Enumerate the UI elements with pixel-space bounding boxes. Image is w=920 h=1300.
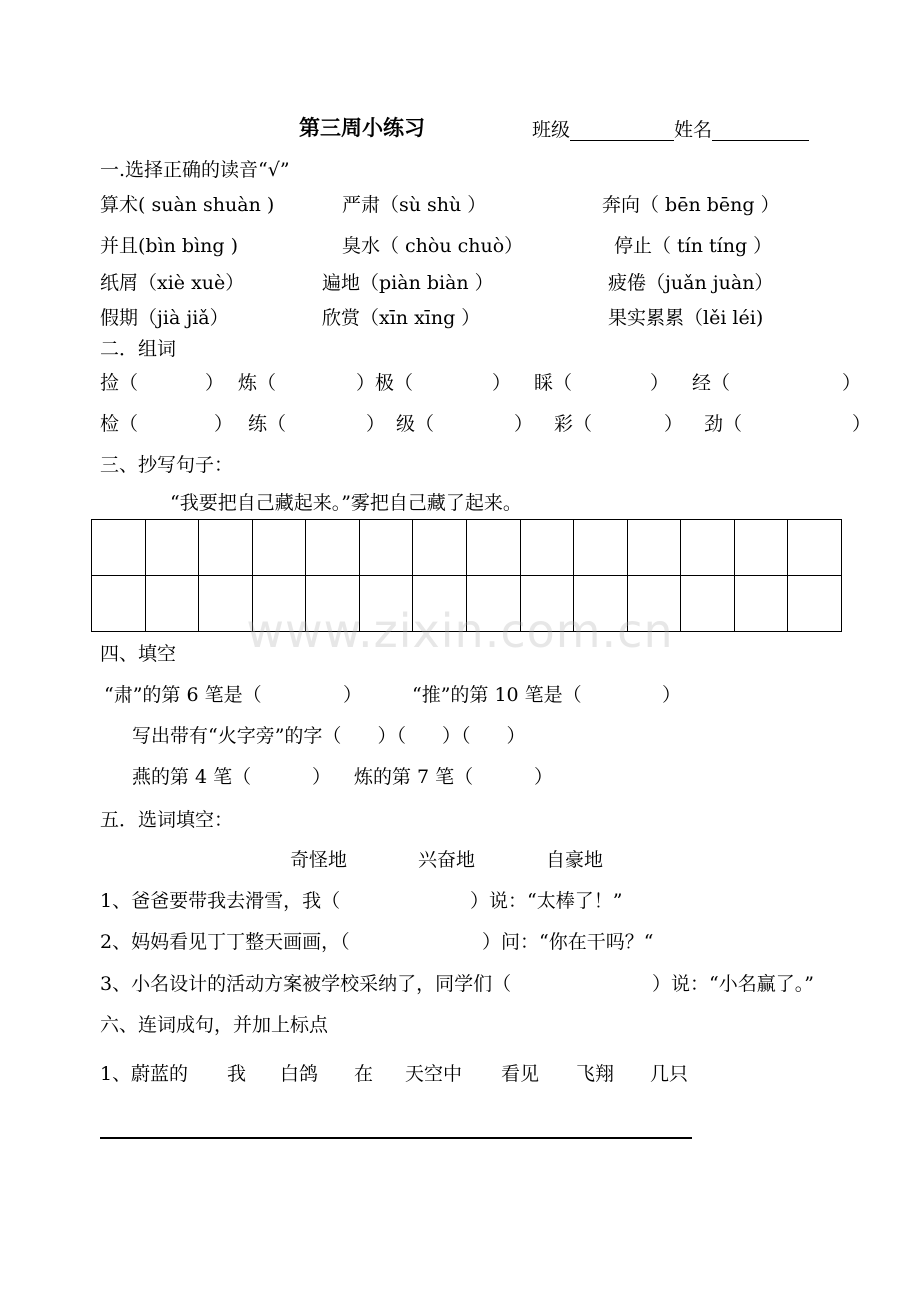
word-tile: 我 (227, 1063, 247, 1085)
word-tile: 飞翔 (576, 1063, 615, 1085)
pinyin-item: 严肃（sù shù ） (342, 194, 487, 216)
question-text: ）问：“你在干吗？“ (482, 931, 654, 953)
sentence-number: 1、 (100, 1063, 132, 1085)
word-group-item: ） (205, 372, 225, 394)
word-group-item: ） (664, 413, 684, 435)
class-label: 班级 (532, 119, 571, 141)
word-group-item: 检（ (100, 413, 139, 435)
grid-cell[interactable] (145, 520, 199, 576)
pinyin-item: 果实累累（lěi léi) (608, 307, 764, 329)
grid-cell[interactable] (92, 520, 146, 576)
word-group-item: ） (852, 413, 872, 435)
grid-cell[interactable] (574, 520, 628, 576)
name-label: 姓名 (674, 119, 713, 141)
grid-cell[interactable] (788, 520, 842, 576)
word-tile: 蔚蓝的 (131, 1063, 189, 1085)
word-tile: 白鸽 (280, 1063, 319, 1085)
word-group-item: 劲（ (704, 413, 743, 435)
grid-cell[interactable] (627, 520, 681, 576)
word-group-item: ） (514, 413, 534, 435)
grid-row (92, 520, 842, 576)
word-choice: 自豪地 (546, 849, 604, 871)
word-group-item: 彩（ (554, 413, 593, 435)
fill-text: ） (312, 766, 332, 788)
word-tile: 天空中 (405, 1063, 463, 1085)
pinyin-item: 并且(bìn bìng ) (100, 235, 239, 257)
word-group-item: 炼（ (238, 372, 277, 394)
question-text: 2、妈妈看见丁丁整天画画，（ (100, 931, 350, 953)
pinyin-item: 疲倦（juǎn juàn） (608, 272, 774, 294)
fill-text: “推”的第 10 笔是（ (412, 684, 582, 706)
pinyin-item: 停止（ tín tíng ） (614, 235, 773, 257)
word-choice: 兴奋地 (418, 849, 476, 871)
class-blank[interactable] (570, 120, 674, 141)
section-6-heading: 六、连词成句，并加上标点 (100, 1014, 329, 1036)
word-group-item: ） (214, 413, 234, 435)
section-1-heading: 一.选择正确的读音“√” (100, 159, 290, 181)
grid-cell[interactable] (681, 520, 735, 576)
pinyin-item: 假期（jià jiǎ） (100, 307, 229, 329)
grid-cell[interactable] (359, 520, 413, 576)
word-choice: 奇怪地 (290, 849, 348, 871)
fill-text: 燕的第 4 笔（ (132, 766, 252, 788)
word-group-item: 练（ (248, 413, 287, 435)
grid-cell[interactable] (466, 520, 520, 576)
word-tile: 在 (354, 1063, 374, 1085)
section-5-heading: 五．选词填空： (100, 809, 234, 831)
fill-text: 写出带有“火字旁”的字（ ）（ ）（ ） (132, 725, 526, 747)
name-blank[interactable] (712, 120, 809, 141)
grid-cell[interactable] (520, 520, 574, 576)
question-text: 3、小名设计的活动方案被学校采纳了，同学们（ (100, 973, 512, 995)
watermark: www.zixin.com.cn (246, 604, 674, 658)
fill-text: “肃”的第 6 笔是（ (104, 684, 262, 706)
grid-cell[interactable] (413, 520, 467, 576)
word-group-item: 睬（ (534, 372, 573, 394)
section-2-heading: 二．组词 (100, 338, 177, 360)
page-title: 第三周小练习 (299, 115, 425, 140)
fill-text: ） (534, 766, 554, 788)
word-tile: 几只 (650, 1063, 689, 1085)
word-group-item: ） (366, 413, 386, 435)
word-group-item: 捡（ (100, 372, 139, 394)
word-group-item: ） (650, 372, 670, 394)
class-field[interactable] (532, 119, 809, 141)
word-tile: 看见 (501, 1063, 540, 1085)
section-3-heading: 三、抄写句子： (100, 454, 234, 476)
copy-sentence: “我要把自己藏起来。”雾把自己藏了起来。 (170, 492, 522, 514)
word-group-item: ） (492, 372, 512, 394)
pinyin-item: 奔向（ bēn bēng ） (602, 194, 780, 216)
answer-line[interactable] (100, 1137, 692, 1139)
grid-cell[interactable] (734, 520, 788, 576)
grid-cell[interactable] (306, 520, 360, 576)
word-group-item: 级（ (396, 413, 435, 435)
question-text: ）说：“太棒了！” (470, 890, 623, 912)
question-text: ）说：“小名赢了。” (652, 973, 814, 995)
pinyin-item: 臭水（ chòu chuò） (342, 235, 524, 257)
pinyin-item: 欣赏（xīn xīng ） (322, 307, 481, 329)
pinyin-item: 纸屑（xiè xuè） (100, 272, 245, 294)
pinyin-item: 算术( suàn shuàn ) (100, 194, 275, 216)
word-group-item: 经（ (692, 372, 731, 394)
section-4-heading: 四、填空 (100, 643, 177, 665)
word-group-item: ）极（ (356, 372, 414, 394)
pinyin-item: 遍地（piàn biàn ） (322, 272, 494, 294)
fill-text: ） (343, 684, 363, 706)
question-text: 1、爸爸要带我去滑雪，我（ (100, 890, 341, 912)
grid-cell[interactable] (252, 520, 306, 576)
fill-text: 炼的第 7 笔（ (354, 766, 474, 788)
grid-cell[interactable] (199, 520, 253, 576)
fill-text: ） (662, 684, 682, 706)
word-group-item: ） (842, 372, 862, 394)
